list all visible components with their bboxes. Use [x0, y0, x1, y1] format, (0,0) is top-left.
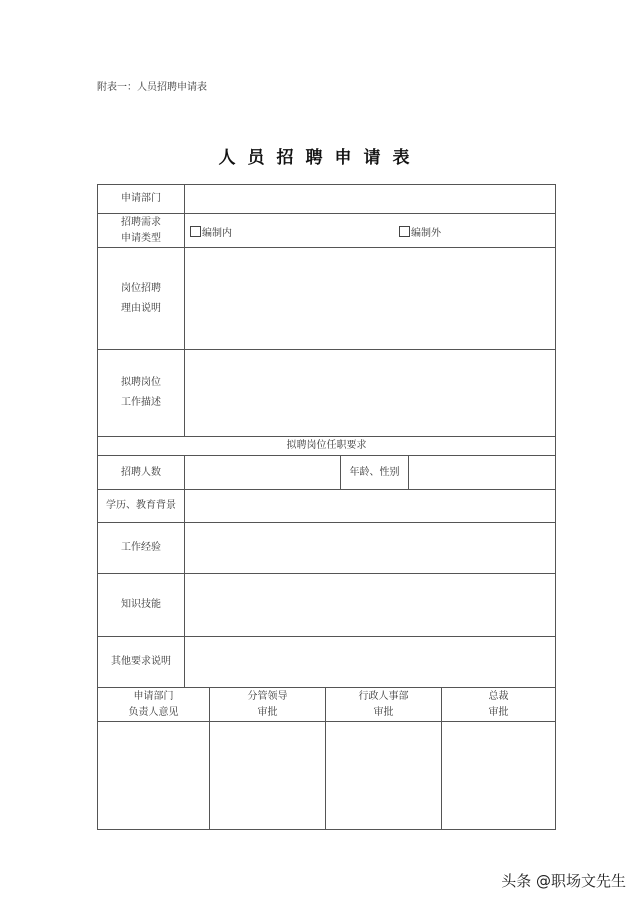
label-other: 其他要求说明: [97, 636, 185, 688]
label-dept: 申请部门: [97, 184, 185, 214]
approval-header-dept: [97, 687, 210, 722]
option-in-quota-label: 编制内: [202, 228, 232, 239]
field-experience[interactable]: [184, 522, 556, 574]
label-reason-line1: 岗位招聘: [121, 282, 161, 294]
field-education[interactable]: [184, 489, 556, 523]
field-other[interactable]: [184, 636, 556, 688]
field-headcount[interactable]: [184, 455, 341, 490]
appendix-note: 附表一：人员招聘申请表: [97, 82, 207, 93]
approval-header-line2: 审批: [373, 706, 394, 718]
approval-field-hr[interactable]: [325, 721, 442, 830]
form-title: 人员招聘申请表: [218, 148, 422, 168]
field-desc[interactable]: [184, 349, 556, 437]
field-skills[interactable]: [184, 573, 556, 637]
label-reason-line2: 理由说明: [121, 302, 161, 314]
approval-header-line1: 申请部门: [133, 690, 174, 702]
field-reason[interactable]: [184, 247, 556, 350]
option-out-quota-label: 编制外: [411, 228, 441, 239]
label-skills: 知识技能: [97, 573, 185, 637]
approval-header-leader: [209, 687, 326, 722]
approval-field-ceo[interactable]: [441, 721, 556, 830]
approval-header-ceo: [441, 687, 556, 722]
label-education: 学历、教育背景: [97, 489, 185, 523]
label-experience: 工作经验: [97, 522, 185, 574]
approval-field-dept[interactable]: [97, 721, 210, 830]
field-age-gender[interactable]: [408, 455, 556, 490]
checkbox-icon[interactable]: [190, 226, 201, 237]
checkbox-icon[interactable]: [399, 226, 410, 237]
approval-header-line2: 审批: [257, 706, 278, 718]
label-type-line2: 申请类型: [121, 232, 161, 244]
approval-header-line1: 行政人事部: [358, 690, 409, 702]
label-headcount: 招聘人数: [97, 455, 185, 490]
approval-header-line1: 总裁: [488, 690, 509, 702]
option-out-quota[interactable]: [399, 224, 441, 239]
approval-header-line1: 分管领导: [247, 690, 288, 702]
field-dept[interactable]: [184, 184, 556, 214]
label-desc-line1: 拟聘岗位: [121, 377, 161, 388]
option-in-quota[interactable]: [190, 224, 232, 239]
label-age-gender: 年龄、性别: [340, 455, 409, 490]
approval-header-line2: 审批: [488, 706, 509, 718]
label-desc: [97, 349, 185, 437]
approval-header-line2: 负责人意见: [128, 706, 179, 718]
label-type-line1: 招聘需求: [121, 216, 161, 228]
approval-field-leader[interactable]: [209, 721, 326, 830]
label-reason: [97, 247, 185, 350]
requirements-header: 拟聘岗位任职要求: [97, 436, 556, 456]
approval-header-hr: [325, 687, 442, 722]
label-desc-line2: 工作描述: [121, 397, 161, 408]
field-type: [184, 213, 556, 248]
watermark: 头条 @职场文先生: [501, 872, 626, 890]
label-type: [97, 213, 185, 248]
